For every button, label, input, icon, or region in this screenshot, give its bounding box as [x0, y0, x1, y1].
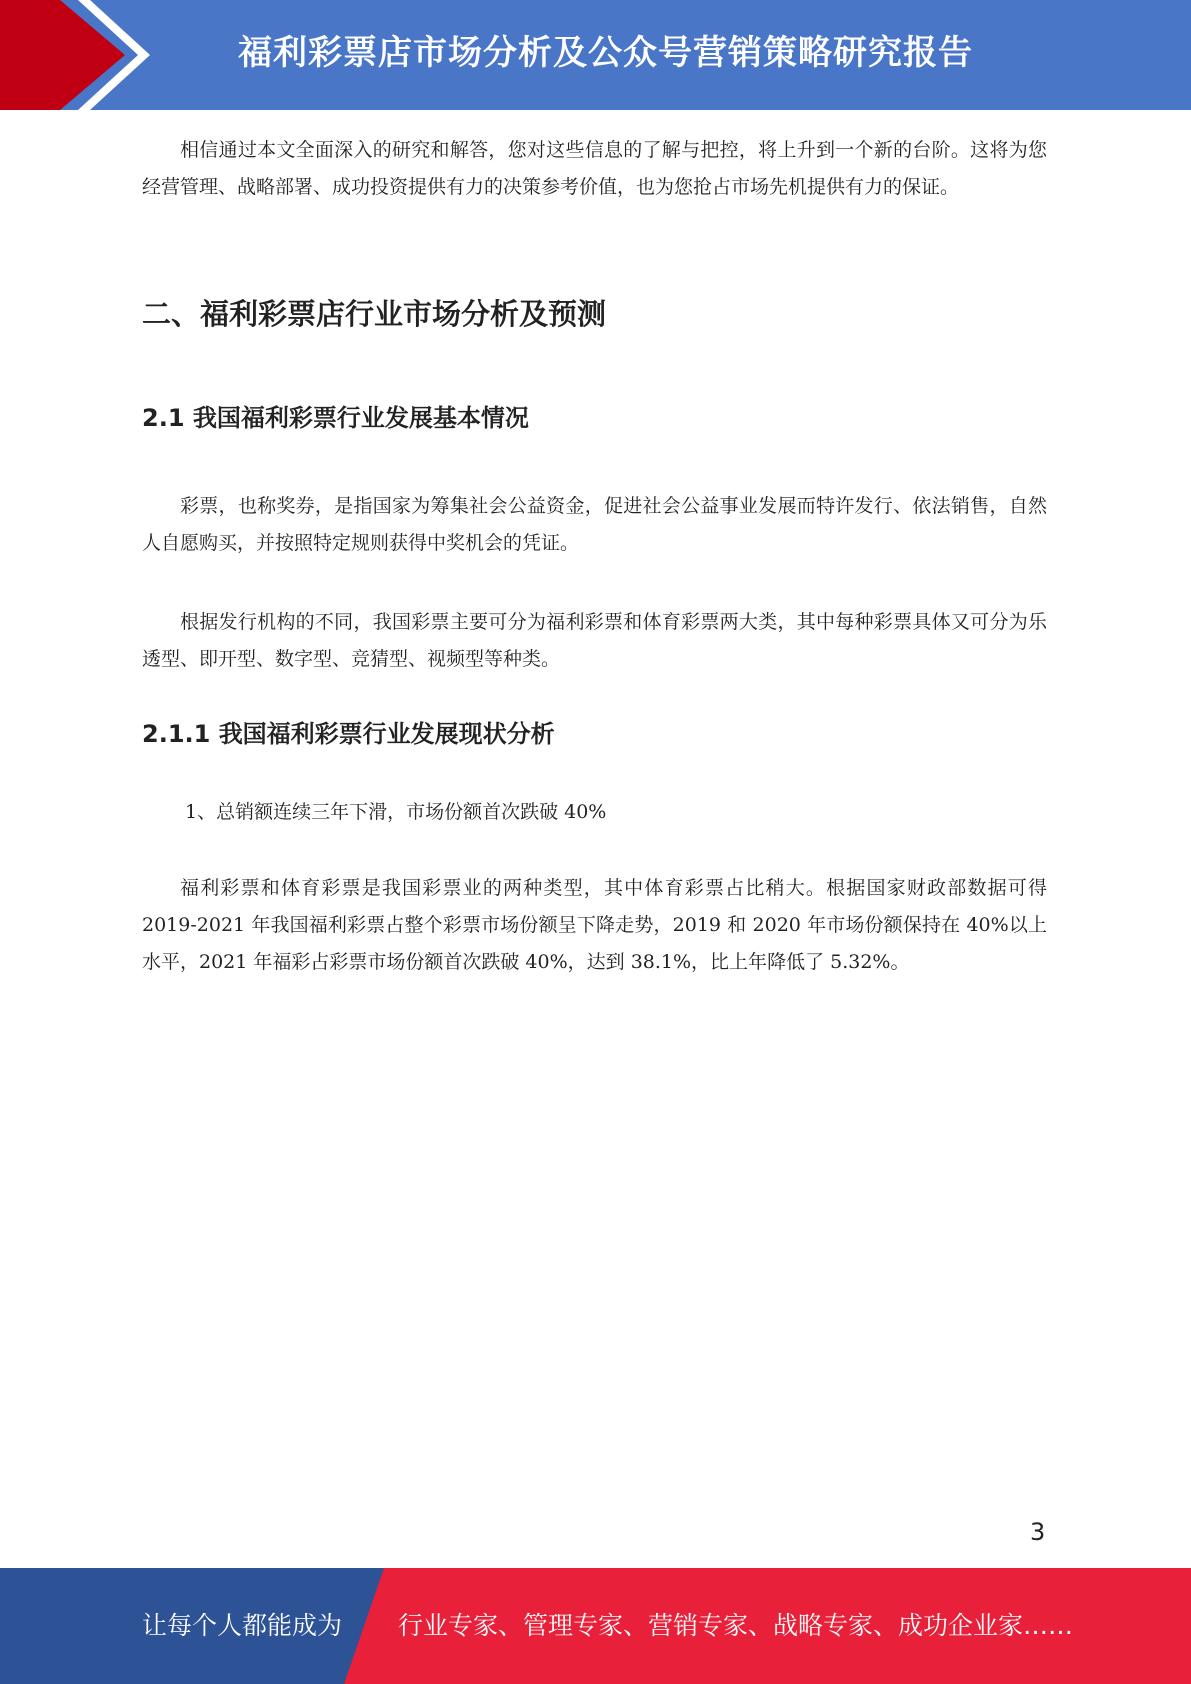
list-point: 1、总销额连续三年下滑，市场份额首次跌破 40% [185, 801, 607, 823]
sub-subsection-heading: 2.1.1 我国福利彩票行业发展现状分析 [142, 720, 555, 748]
page-number: 3 [1030, 1518, 1046, 1546]
body-paragraph-lottery-definition: 彩票，也称奖券，是指国家为筹集社会公益资金，促进社会公益事业发展而特许发行、依法销售，自然人自愿购买，并按照特定规则获得中奖机会的凭证。 [142, 495, 1047, 554]
section-heading: 二、福利彩票店行业市场分析及预测 [142, 297, 607, 331]
footer-slogan-right: 行业专家、管理专家、营销专家、战略专家、成功企业家…… [398, 1611, 1074, 1640]
intro-paragraph: 相信通过本文全面深入的研究和解答，您对这些信息的了解与把控，将上升到一个新的台阶。这将为您经营管理、战略部署、成功投资提供有力的决策参考价值，也为您抢占市场先机提供有力的保证。 [142, 139, 1047, 198]
header-banner [0, 0, 1191, 110]
header-red-arrow-decoration [0, 0, 160, 110]
subsection-heading: 2.1 我国福利彩票行业发展基本情况 [142, 404, 529, 432]
footer-banner [0, 1568, 1191, 1684]
body-paragraph-lottery-types: 根据发行机构的不同，我国彩票主要可分为福利彩票和体育彩票两大类，其中每种彩票具体又可分为乐透型、即开型、数字型、竞猜型、视频型等种类。 [142, 611, 1047, 670]
body-paragraph-market-share: 福利彩票和体育彩票是我国彩票业的两种类型，其中体育彩票占比稍大。根据国家财政部数据可得 2019-2021 年我国福利彩票占整个彩票市场份额呈下降走势，2019 和 2020 年市场份额保持在 40%以上水平，2021 年福彩占彩票市场份额首次跌破 40%，达到 38.1%，比上年降低了 5.32%。 [142, 877, 1047, 973]
footer-slogan-left: 让每个人都能成为 [142, 1611, 343, 1640]
document-title: 福利彩票店市场分析及公众号营销策略研究报告 [238, 33, 973, 73]
